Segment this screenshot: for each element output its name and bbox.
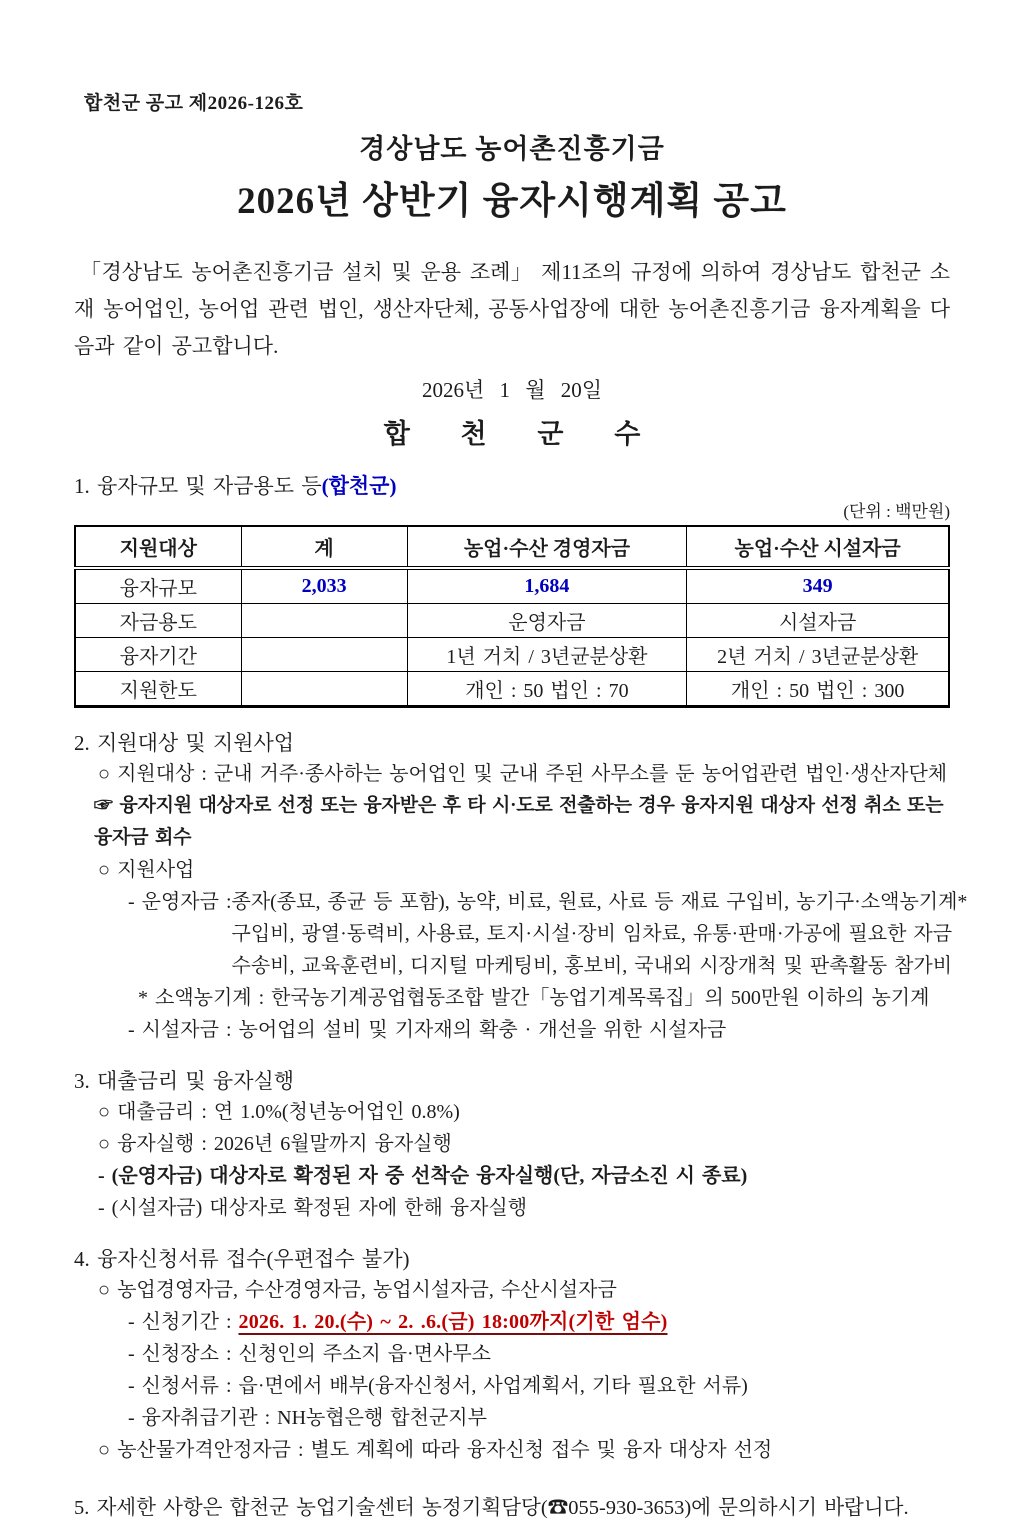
operating-execution-bold-line: - (운영자금) 대상자로 확정된 자 중 선착순 융자실행(단, 자금소진 시 종료) xyxy=(98,1165,748,1187)
section4-heading: 4. 융자신청서류 접수(우편접수 불가) xyxy=(74,1247,410,1271)
section-interest-rate xyxy=(74,1066,950,1224)
loan-table xyxy=(74,525,950,708)
support-target-line: ○ 지원대상 : 군내 거주·종사하는 농어업인 및 군내 주된 사무소를 둔 농어업관련 법인·생산자단체 xyxy=(98,763,948,785)
signer-title: 합 천 군 수 xyxy=(383,419,663,449)
fund-use-facility: 시설자금 xyxy=(687,604,949,638)
notice-date: 2026년 1 월 20일 xyxy=(421,378,603,402)
section-loan-scale xyxy=(74,471,950,708)
operating-fund-detail xyxy=(232,886,968,982)
section2-heading: 2. 지원대상 및 지원사업 xyxy=(74,731,295,755)
handling-bank-line: - 융자취급기관 : NH농협은행 합천군지부 xyxy=(128,1407,487,1429)
operating-fund-line: 구입비, 광열·동력비, 사용료, 토지·시설·장비 임차료, 유통·판매·가공에 필요한 자금 xyxy=(231,923,953,945)
col-header-mgmt-fund: 농업·수산 경영자금 xyxy=(407,526,687,568)
support-business-line: ○ 지원사업 xyxy=(98,859,195,881)
application-docs-line: - 신청서류 : 읍·면에서 배부(융자신청서, 사업계획서, 기타 필요한 서류) xyxy=(128,1375,748,1397)
limit-facility: 개인 : 50 법인 : 300 xyxy=(687,672,949,707)
row-label: 융자기간 xyxy=(75,638,241,672)
loan-scale-facility: 349 xyxy=(687,568,949,604)
col-header-facility-fund: 농업·수산 시설자금 xyxy=(687,526,949,568)
operating-fund-block xyxy=(74,886,968,982)
transfer-warning-note: ☞ 융자지원 대상자로 선정 또는 융자받은 후 타 시·도로 전출하는 경우 융자지원 대상자 선정 취소 또는 융자금 회수 xyxy=(94,795,944,848)
row-label: 융자규모 xyxy=(75,568,241,604)
loan-scale-total: 2,033 xyxy=(241,568,407,604)
section-support-target xyxy=(74,728,968,1046)
row-label: 지원한도 xyxy=(75,672,241,707)
price-stabilization-line: ○ 농산물가격안정자금 : 별도 계획에 따라 융자신청 접수 및 융자 대상자 선정 xyxy=(98,1439,773,1461)
fund-types-line: ○ 농업경영자금, 수산경영자금, 농업시설자금, 수산시설자금 xyxy=(98,1279,617,1301)
row-label: 자금용도 xyxy=(75,604,241,638)
facility-fund-line: - 시설자금 : 농어업의 설비 및 기자재의 확충 · 개선을 위한 시설자금 xyxy=(128,1019,727,1041)
loan-term-total xyxy=(241,638,407,672)
application-period-value: 2026. 1. 20.(수) ~ 2. .6.(금) 18:00까지(기한 엄수) xyxy=(238,1311,668,1333)
application-period-line xyxy=(74,1306,950,1338)
operating-fund-line: 종자(종묘, 종균 등 포함), 농약, 비료, 원료, 사료 등 재료 구입비, 농기구·소액농기계* xyxy=(231,891,968,913)
application-place-line: - 신청장소 : 신청인의 주소지 읍·면사무소 xyxy=(128,1343,491,1365)
application-period-label: - 신청기간 : xyxy=(128,1311,239,1333)
col-header-target: 지원대상 xyxy=(75,526,241,568)
col-header-total: 계 xyxy=(241,526,407,568)
limit-mgmt: 개인 : 50 법인 : 70 xyxy=(407,672,687,707)
unit-note: (단위 : 백만원) xyxy=(843,502,950,521)
table-row xyxy=(75,604,949,638)
table-header-row xyxy=(75,526,949,568)
table-row xyxy=(75,638,949,672)
table-row xyxy=(75,568,949,604)
fund-use-mgmt: 운영자금 xyxy=(407,604,687,638)
intro-paragraph: 「경상남도 농어촌진흥기금 설치 및 운용 조례」 제11조의 규정에 의하여 경상남도 합천군 소재 농어업인, 농어업 관련 법인, 생산자단체, 공동사업장에 대한 농어촌진흥기금 융자계획을 다음과 같이 공고합니다. xyxy=(74,260,950,358)
loan-term-facility: 2년 거치 / 3년균분상환 xyxy=(687,638,949,672)
loan-scale-mgmt: 1,684 xyxy=(407,568,687,604)
limit-total xyxy=(241,672,407,707)
small-machine-note: * 소액농기계 : 한국농기계공업협동조합 발간「농업기계목록집」의 500만원 이하의 농기계 xyxy=(138,987,930,1009)
operating-fund-line: 수송비, 교육훈련비, 디지털 마케팅비, 홍보비, 국내외 시장개척 및 판촉활동 참가비 xyxy=(231,955,953,977)
notice-number: 합천군 공고 제2026-126호 xyxy=(84,93,304,114)
loan-execution-line: ○ 융자실행 : 2026년 6월말까지 융자실행 xyxy=(98,1133,452,1155)
fund-use-total xyxy=(241,604,407,638)
document-title-org: 경상남도 농어촌진흥기금 xyxy=(359,134,665,164)
document-title-main: 2026년 상반기 융자시행계획 공고 xyxy=(237,181,787,222)
section1-heading-text: 1. 융자규모 및 자금용도 등 xyxy=(74,474,322,498)
table-row xyxy=(75,672,949,707)
section3-heading: 3. 대출금리 및 융자실행 xyxy=(74,1069,295,1093)
section-application xyxy=(74,1244,950,1466)
section1-heading-highlight: (합천군) xyxy=(321,474,397,498)
facility-execution-line: - (시설자금) 대상자로 확정된 자에 한해 융자실행 xyxy=(98,1197,528,1219)
interest-rate-line: ○ 대출금리 : 연 1.0%(청년농어업인 0.8%) xyxy=(98,1101,460,1123)
contact-info-line: 5. 자세한 사항은 합천군 농업기술센터 농정기획담당(☎055-930-3653)에 문의하시기 바랍니다. xyxy=(74,1497,909,1519)
loan-term-mgmt: 1년 거치 / 3년균분상환 xyxy=(407,638,687,672)
operating-fund-label: - 운영자금 : xyxy=(128,891,232,913)
